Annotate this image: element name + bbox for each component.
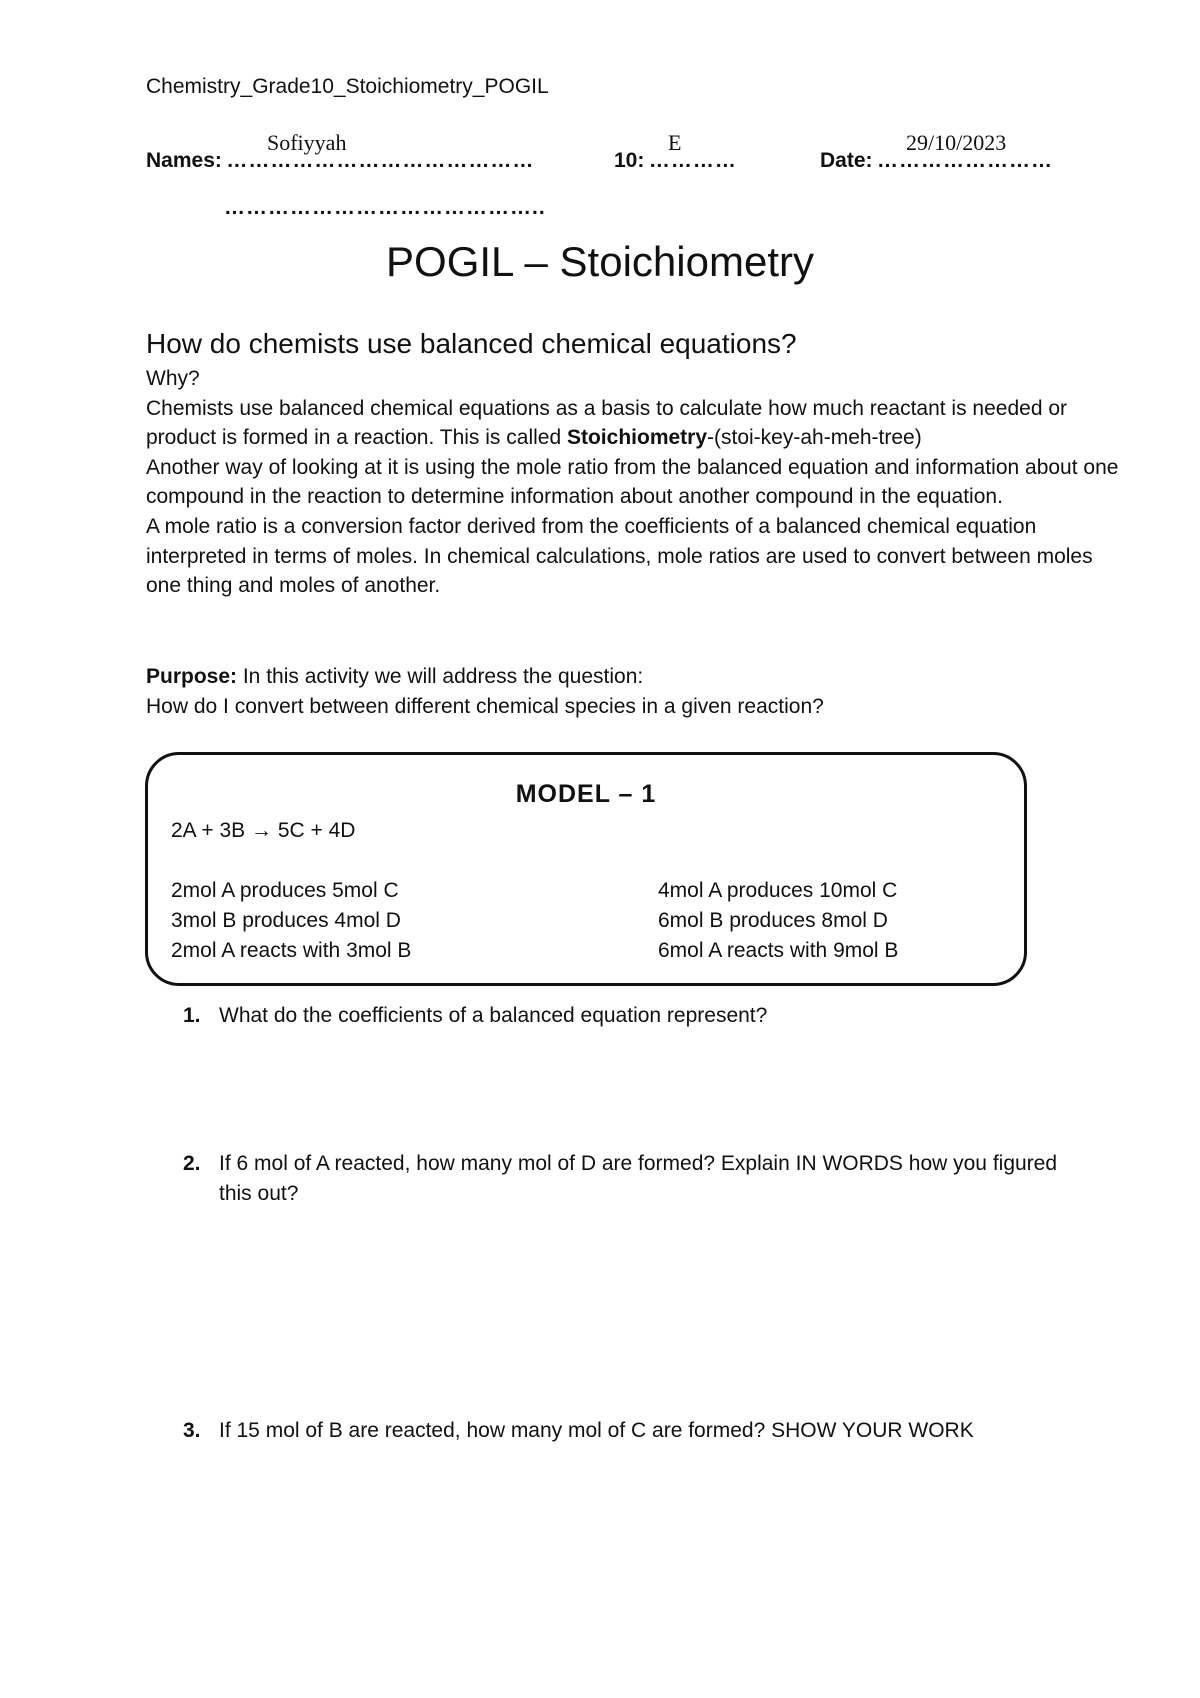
model-statement: 6mol A reacts with 9mol B [658,939,899,962]
question-1 [183,1001,1083,1031]
why-paragraph-2: Another way of looking at it is using the mole ratio from the balanced equation and information about one compound in the reaction to determine information about another compound in the equation. [146,455,1119,509]
model-statement: 2mol A produces 5mol C [171,879,399,902]
question-text: If 6 mol of A reacted, how many mol of D are formed? Explain IN WORDS how you figured this out? [219,1152,1058,1205]
question-number: 1. [183,1004,201,1027]
question-3 [183,1416,1083,1446]
model-left-column [171,876,411,966]
section-heading: How do chemists use balanced chemical equations? [146,328,797,359]
why-section [146,364,1126,601]
why-label: Why? [146,367,200,390]
class-handwritten-value[interactable]: E [668,130,682,155]
question-text: What do the coefficients of a balanced equation represent? [219,1004,768,1027]
class-label: 10: [614,149,645,172]
model-statement: 6mol B produces 8mol D [658,909,888,932]
question-number: 2. [183,1152,201,1175]
names-dots: …………………………………… [226,149,535,172]
model-statement: 4mol A produces 10mol C [658,879,898,902]
why-p1-text: Chemists use balanced chemical equations as a basis to calculate how much reactant is needed or product is formed in a reaction. This is called [146,396,1068,450]
purpose-label: Purpose: [146,665,238,688]
why-paragraph-3: A mole ratio is a conversion factor derived from the coefficients of a balanced chemical equation interpreted in terms of moles. In chemical calculations, mole ratios are used to convert between moles one thing and moles of another. [146,514,1093,598]
pronunciation: -(stoi-key-ah-meh-tree) [707,426,922,450]
date-field [820,149,1053,173]
page-title: POGIL – Stoichiometry [386,238,814,285]
date-dots: …………………… [876,149,1053,172]
class-field [614,149,737,173]
model-statement: 3mol B produces 4mol D [171,909,401,932]
purpose-text: In this activity we will address the question: [237,665,644,688]
purpose-section [146,662,1126,721]
names-field [146,149,534,173]
model-box [145,752,1027,986]
names-dots-line2: …………………………………….. [224,196,546,219]
purpose-question: How do I convert between different chemical species in a given reaction? [146,694,824,718]
question-2 [183,1149,1083,1209]
date-label: Date: [820,149,873,172]
model-equation: 2A + 3B → 5C + 4D [171,819,356,842]
document-label: Chemistry_Grade10_Stoichiometry_POGIL [146,75,549,98]
date-handwritten-value[interactable]: 29/10/2023 [906,130,1007,155]
model-title: MODEL – 1 [515,780,657,808]
why-paragraph-1 [146,394,1126,453]
names-label: Names: [146,149,222,172]
question-text: If 15 mol of B are reacted, how many mol of C are formed? SHOW YOUR WORK [219,1419,974,1442]
question-number: 3. [183,1419,201,1442]
names-handwritten-value[interactable]: Sofiyyah [267,130,347,155]
model-statement: 2mol A reacts with 3mol B [171,939,412,962]
stoichiometry-term: Stoichiometry [566,426,708,450]
model-right-column [658,876,898,966]
class-dots: ………… [648,149,737,172]
